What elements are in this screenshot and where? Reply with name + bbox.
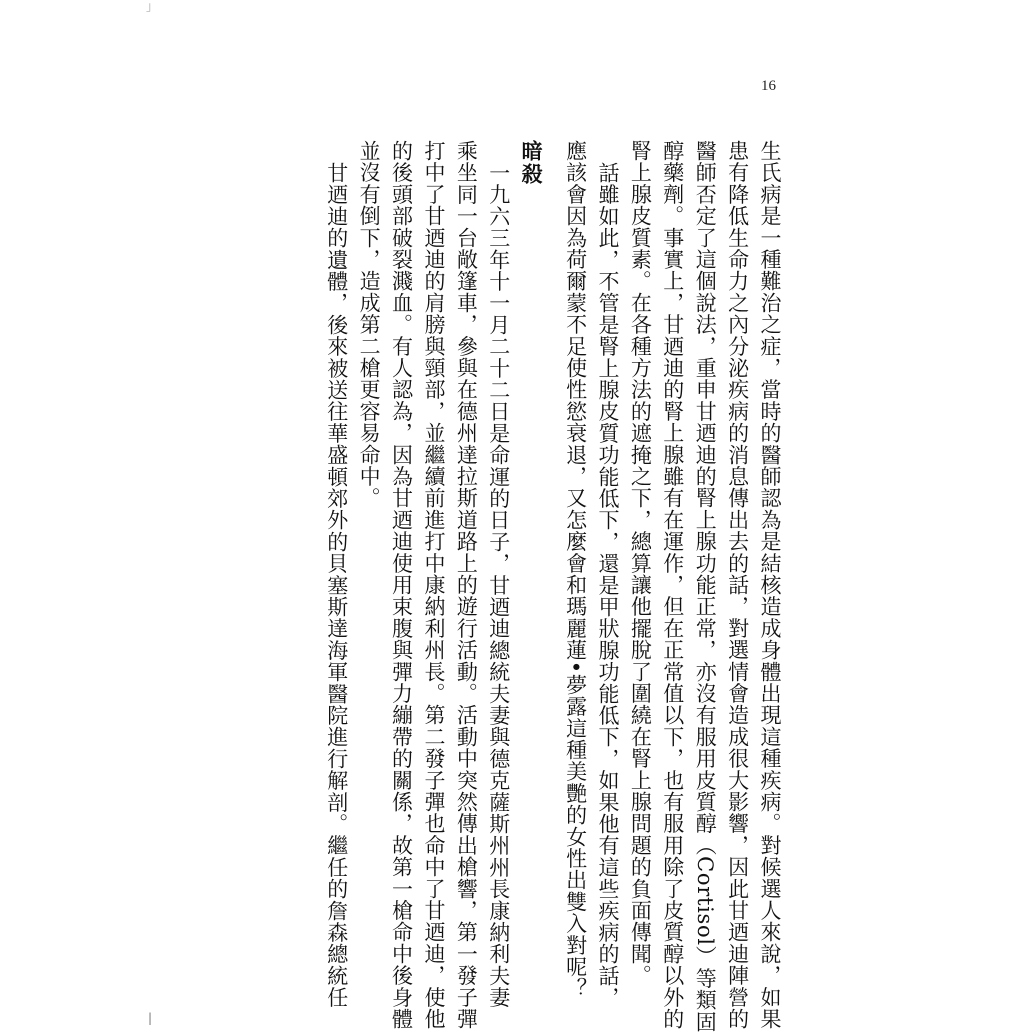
paragraph-line: 打中了甘迺迪的肩膀與頸部，並繼續前進打中康納利州長。第二發子彈也命中了甘迺迪，使他 [421,140,446,1030]
paragraph-line: 醇藥劑。事實上，甘迺迪的腎上腺雖有在運作，但在正常值以下，也有服用除了皮質醇以外的 [660,140,685,1030]
page-number: 16 [761,78,776,94]
paragraph-line: 甘迺迪的遺體，後來被送往華盛頓郊外的貝塞斯達海軍醫院進行解剖。繼任的詹森總統任 [324,162,349,1009]
vertical-text-body [320,140,786,1033]
paragraph-line: 生氏病是一種難治之症，當時的醫師認為是結核造成身體出現這種疾病。對候選人來說，如果 [758,140,782,1030]
paragraph-line: 腎上腺皮質素。在各種方法的遮掩之下，總算讓他擺脫了圍繞在腎上腺問題的負面傳聞。 [628,140,653,987]
paragraph-line: 一九六三年十一月二十二日是命運的日子，甘迺迪總統夫妻與德克薩斯州州長康納利夫妻 [486,162,511,1009]
paragraph-line: 的後頭部破裂濺血。有人認為，因為甘迺迪使用束腹與彈力繃帶的關係，故第一槍命中後身體 [389,140,414,1030]
paragraph-line: 並沒有倒下，造成第二槍更容易命中。 [357,140,382,509]
section-gap [547,140,559,940]
paragraph-line: 應該會因為荷爾蒙不足使性慾衰退，又怎麼會和瑪麗蓮•夢露這種美艷的女性出雙入對呢？ [563,140,588,1000]
crop-mark-top: 」 [146,0,159,13]
paragraph-line: 乘坐同一台敞篷車，參與在德州達拉斯道路上的遊行活動。活動中突然傳出槍響，第一發子彈 [454,140,479,1030]
paragraph-line: 醫師否定了這個說法，重申甘迺迪的腎上腺功能正常，亦沒有服用皮質醇（Cortisol）等類固 [693,140,718,1033]
paragraph-line: 話雖如此，不管是腎上腺皮質功能低下，還是甲狀腺功能低下，如果他有這些疾病的話， [595,162,620,1009]
section-heading: 暗殺 [519,140,544,186]
paragraph-line: 患有降低生命力之內分泌疾病的消息傳出去的話，對選情會造成很大影響，因此甘迺迪陣營的 [725,140,750,1030]
crop-mark-bottom: | [148,1011,153,1025]
